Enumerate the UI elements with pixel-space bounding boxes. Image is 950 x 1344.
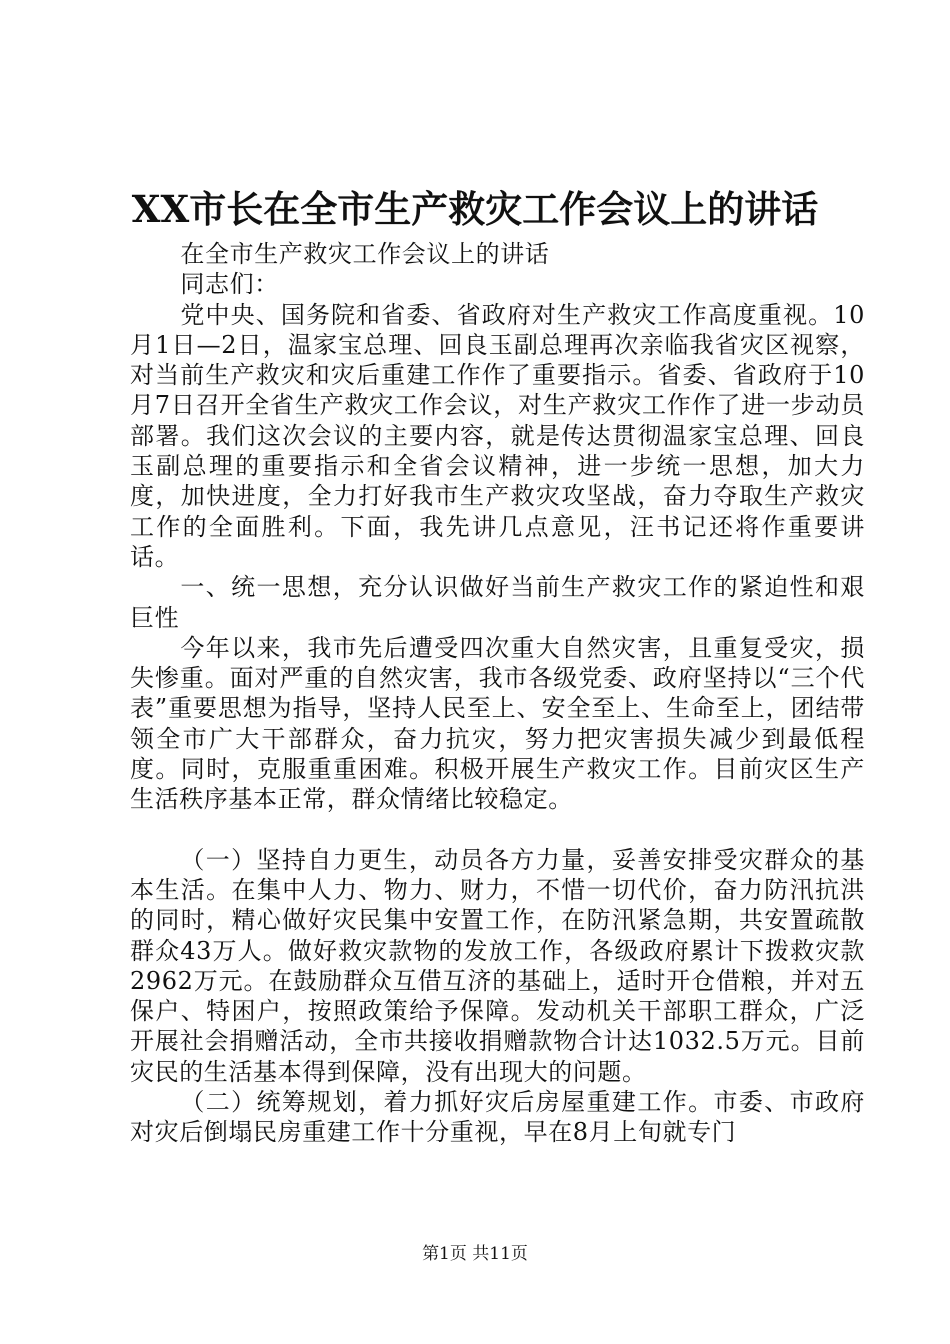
paragraph-item-2: （二）统筹规划，着力抓好灾后房屋重建工作。市委、市政府对灾后倒塌民房重建工作十分重视，早在8月上旬就专门 (130, 1088, 865, 1147)
salutation: 同志们： (180, 270, 279, 299)
document-subtitle: 在全市生产救灾工作会议上的讲话 (180, 240, 550, 268)
paragraph-intro: 党中央、国务院和省委、省政府对生产救灾工作高度重视。10月1日—2日，温家宝总理、回良玉副总理再次亲临我省灾区视察，对当前生产救灾和灾后重建工作作了重要指示。省委、省政府于10月7日召开全省生产救灾工作会议，对生产救灾工作作了进一步动员部署。我们这次会议的主要内容，就是传达贯彻温家宝总理、回良玉副总理的重要指示和全省会议精神，进一步统一思想，加大力度，加快进度，全力打好我市生产救灾攻坚战，奋力夺取生产救灾工作的全面胜利。下面，我先讲几点意见，汪书记还将作重要讲话。 (130, 300, 865, 571)
page-number-footer: 第1页 共11页 (422, 1244, 528, 1264)
paragraph-item-1: （一）坚持自力更生，动员各方力量，妥善安排受灾群众的基本生活。在集中人力、物力、财力，不惜一切代价，奋力防汛抗洪的同时，精心做好灾民集中安置工作，在防汛紧急期，共安置疏散群众43万人。做好救灾款物的发放工作，各级政府累计下拨救灾款2962万元。在鼓励群众互借互济的基础上，适时开仓借粮，并对五保户、特困户，按照政策给予保障。发动机关干部职工群众，广泛开展社会捐赠活动，全市共接收捐赠款物合计达1032.5万元。目前灾民的生活基本得到保障，没有出现大的问题。 (130, 845, 865, 1086)
section-heading-1: 一、统一思想，充分认识做好当前生产救灾工作的紧迫性和艰巨性 (130, 573, 865, 632)
document-body (130, 239, 865, 1148)
document-title: XX市长在全市生产救灾工作会议上的讲话 (131, 187, 819, 231)
paragraph-situation: 今年以来，我市先后遭受四次重大自然灾害，且重复受灾，损失惨重。面对严重的自然灾害，我市各级党委、政府坚持以“三个代表”重要思想为指导，坚持人民至上、安全至上、生命至上，团结带领全市广大干部群众，奋力抗灾，努力把灾害损失减少到最低程度。同时，克服重重困难。积极开展生产救灾工作。目前灾区生产生活秩序基本正常，群众情绪比较稳定。 (130, 633, 865, 814)
